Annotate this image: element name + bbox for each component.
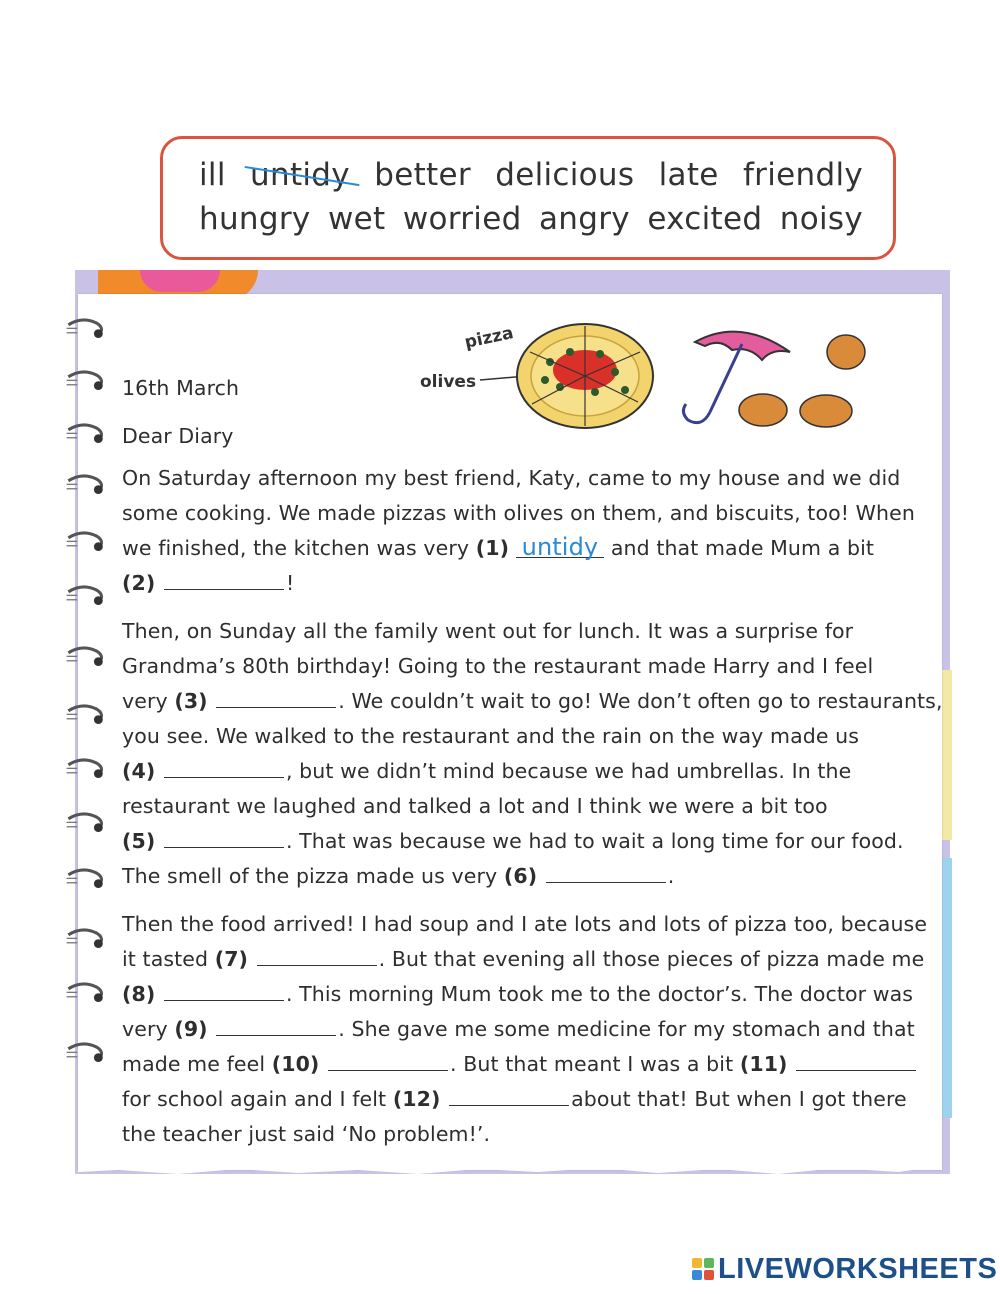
diary-text-segment: it tasted	[122, 947, 209, 971]
answer-blank-9[interactable]	[216, 1017, 336, 1036]
word-noisy: noisy	[779, 201, 863, 237]
word-worried: worried	[402, 201, 522, 237]
answer-blank-12[interactable]	[449, 1087, 569, 1106]
blank-number: (2)	[122, 571, 156, 595]
olives-label: olives	[420, 372, 477, 392]
spiral-ring	[60, 926, 112, 956]
logo-icon	[692, 1258, 714, 1280]
spiral-ring	[60, 1040, 112, 1070]
torn-edge	[78, 1160, 942, 1180]
spiral-ring	[60, 756, 112, 786]
diary-line	[122, 724, 859, 748]
spiral-ring	[60, 702, 112, 732]
answer-blank-3[interactable]	[216, 689, 336, 708]
diary-line	[122, 794, 828, 818]
word-better: better	[374, 157, 471, 193]
spiral-ring	[60, 421, 112, 451]
word-excited: excited	[647, 201, 763, 237]
diary-date: 16th March	[122, 376, 240, 400]
spiral-ring	[60, 644, 112, 674]
diary-line	[122, 947, 924, 971]
blank-number: (6)	[503, 864, 538, 888]
diary-line	[122, 689, 943, 713]
diary-line	[122, 1122, 490, 1146]
diary-text-segment: and that made Mum a bit	[610, 536, 875, 560]
answer-blank-11[interactable]	[796, 1052, 916, 1071]
diary-line	[122, 571, 294, 595]
diary-text-segment: . This morning Mum took me to the doctor’s. The doctor was	[285, 982, 914, 1006]
answer-blank-4[interactable]	[164, 759, 284, 778]
diary-text-segment: . But that evening all those pieces of pizza made me	[378, 947, 925, 971]
answer-blank-5[interactable]	[164, 829, 284, 848]
diary-text-segment: . We couldn’t wait to go! We don’t often go to restaurants,	[338, 689, 943, 713]
spiral-ring	[60, 472, 112, 502]
page-tab-blue	[942, 858, 952, 1118]
diary-text-segment: the teacher just said ‘No problem!’.	[122, 1122, 491, 1146]
spiral-ring	[60, 810, 112, 840]
diary-line	[122, 912, 927, 936]
blank-number: (11)	[739, 1052, 788, 1076]
word-row-2	[199, 201, 863, 237]
diary-text-segment: . But that meant I was a bit	[450, 1052, 734, 1076]
page-tab-yellow	[942, 670, 952, 840]
answer-blank-8[interactable]	[164, 982, 284, 1001]
word-late: late	[658, 157, 719, 193]
diary-text-segment: some cooking. We made pizzas with olives on them, and biscuits, too! When	[122, 501, 915, 525]
word-delicious: delicious	[495, 157, 635, 193]
blank-number: (3)	[174, 689, 208, 713]
spiral-ring	[60, 583, 112, 613]
diary-line	[122, 864, 674, 888]
decoration-illustration-2	[140, 270, 220, 292]
word-friendly: friendly	[742, 157, 863, 193]
diary-line	[122, 619, 853, 643]
spiral-ring	[60, 316, 112, 346]
diary-text-segment: !	[285, 571, 295, 595]
answer-blank-6[interactable]	[546, 864, 666, 883]
blank-number: (10)	[271, 1052, 320, 1076]
blank-number: (12)	[392, 1087, 441, 1111]
diary-line	[122, 654, 873, 678]
answer-blank-10[interactable]	[328, 1052, 448, 1071]
diary-text-segment: very	[122, 689, 168, 713]
spiral-ring	[60, 529, 112, 559]
diary-text-segment: you see. We walked to the restaurant and the rain on the way made us	[122, 724, 860, 748]
diary-text-segment: . She gave me some medicine for my stomach and that	[338, 1017, 915, 1041]
word-wet: wet	[327, 201, 386, 237]
answer-1-filled[interactable]: untidy	[516, 537, 605, 558]
pizza-icon	[517, 324, 653, 428]
blank-number: (9)	[174, 1017, 208, 1041]
diary-line	[122, 829, 904, 853]
blank-number: (4)	[122, 759, 156, 783]
diary-text-segment: .	[667, 864, 675, 888]
diary-line	[122, 1052, 918, 1076]
diary-line	[122, 982, 913, 1006]
diary-text-segment: we finished, the kitchen was very	[122, 536, 470, 560]
diary-greeting: Dear Diary	[122, 424, 234, 448]
answer-blank-2[interactable]	[164, 571, 284, 590]
liveworksheets-logo	[692, 1252, 997, 1286]
blank-number: (7)	[214, 947, 249, 971]
diary-line	[122, 466, 900, 490]
diary-text-segment: Grandma’s 80th birthday! Going to the restaurant made Harry and I feel	[122, 654, 874, 678]
diary-line	[122, 759, 851, 783]
word-row-1	[199, 157, 863, 193]
diary-text-segment: Then the food arrived! I had soup and I ate lots and lots of pizza too, because	[122, 912, 928, 936]
illustration	[410, 312, 870, 442]
diary-line	[122, 1087, 907, 1111]
word-hungry: hungry	[199, 201, 311, 237]
word-untidy-crossed: untidy	[250, 157, 350, 193]
diary-text-segment: , but we didn’t mind because we had umbrellas. In the	[285, 759, 852, 783]
blank-number: (1)	[475, 536, 510, 560]
spiral-ring	[60, 866, 112, 896]
diary-text-segment: The smell of the pizza made us very	[122, 864, 498, 888]
diary-text-segment: . That was because we had to wait a long time for our food.	[285, 829, 904, 853]
word-box	[160, 136, 896, 260]
spiral-ring	[60, 980, 112, 1010]
diary-text-segment: restaurant we laughed and talked a lot and I think we were a bit too	[122, 794, 828, 818]
answer-blank-7[interactable]	[257, 947, 377, 966]
word-angry: angry	[539, 201, 630, 237]
diary-line	[122, 501, 915, 525]
diary-text-segment: very	[122, 1017, 168, 1041]
diary-text-segment: about that! But when I got there	[571, 1087, 907, 1111]
diary-text-segment: Then, on Sunday all the family went out for lunch. It was a surprise for	[122, 619, 854, 643]
pizza-label: pizza	[462, 323, 516, 353]
logo-text: LIVEWORKSHEETS	[718, 1252, 998, 1285]
diary-line	[122, 1017, 915, 1041]
diary-text-segment: made me feel	[122, 1052, 266, 1076]
word-ill: ill	[199, 157, 226, 193]
diary-line	[122, 533, 875, 561]
diary-text-segment: On Saturday afternoon my best friend, Katy, came to my house and we did	[122, 466, 901, 490]
blank-number: (5)	[122, 829, 156, 853]
blank-number: (8)	[122, 982, 156, 1006]
spiral-ring	[60, 368, 112, 398]
diary-text-segment: for school again and I felt	[122, 1087, 387, 1111]
